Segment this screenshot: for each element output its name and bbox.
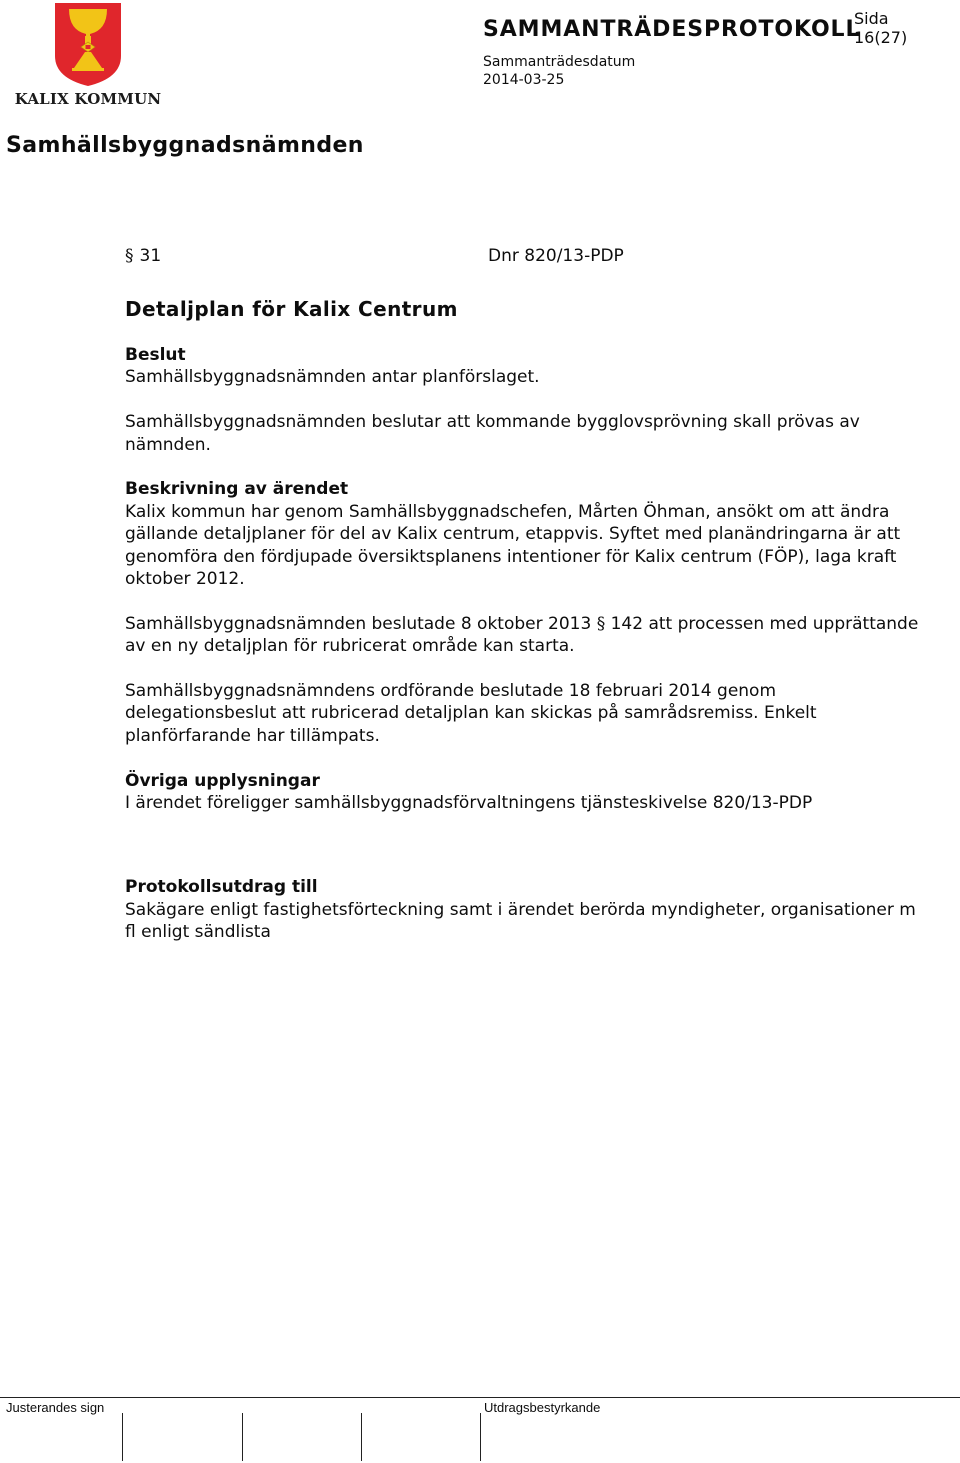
- paragraph-number: [125, 246, 161, 266]
- section-title: Detaljplan för Kalix Centrum: [125, 297, 458, 321]
- committee-name: Samhällsbyggnadsnämnden: [6, 133, 364, 158]
- beskrivning-paragraph-2: [125, 613, 925, 658]
- footer-divider: [0, 1397, 960, 1398]
- paragraph-number-value: 31: [139, 246, 162, 266]
- section-symbol: §: [125, 246, 134, 266]
- beskrivning-paragraph-1: Kalix kommun har genom Samhällsbyggnadschefen, Mårten Öhman, ansökt om att ändra gällande detaljplaner för del av Kalix centrum, etappvis. Syftet med planändringarna är att genomföra den fördjupade översiktsplanens intentioner för Kalix centrum (FÖP), laga kraft oktober 2012.: [125, 501, 901, 590]
- logo-text: KALIX KOMMUN: [14, 90, 162, 108]
- protokollsutdrag-heading: Protokollsutdrag till: [125, 877, 318, 898]
- kalix-kommun-logo: [14, 2, 162, 108]
- beskrivning-paragraph-2-start: Samhällsbyggnadsnämnden beslutade 8 oktober 2013: [125, 613, 597, 634]
- section-symbol-inline: §: [596, 613, 606, 634]
- beslut-heading: Beslut: [125, 345, 186, 365]
- meeting-date-label: Sammanträdesdatum: [483, 54, 636, 70]
- document-body: [125, 296, 925, 944]
- beskrivning-heading: Beskrivning av ärendet: [125, 479, 349, 500]
- page-label: Sida: [854, 9, 889, 28]
- coat-of-arms-icon: [14, 2, 162, 88]
- beslut-line-1: Samhällsbyggnadsnämnden antar planförslaget.: [125, 367, 540, 388]
- signature-box-divider: [361, 1413, 362, 1461]
- beslut-line-2: Samhällsbyggnadsnämnden beslutar att kommande bygglovsprövning skall prövas av nämnden.: [125, 412, 860, 455]
- utdragsbestyrkande-label: Utdragsbestyrkande: [484, 1400, 601, 1415]
- justerandes-sign-label: Justerandes sign: [6, 1400, 105, 1415]
- diary-number: Dnr 820/13-PDP: [488, 246, 624, 266]
- signature-box-divider: [242, 1413, 243, 1461]
- beskrivning-paragraph-3: Samhällsbyggnadsnämndens ordförande beslutade 18 februari 2014 genom delegationsbeslut att rubricerad detaljplan kan skickas på samrådsremiss. Enkelt planförfarande har tillämpats.: [125, 681, 817, 746]
- page-number: 16(27): [854, 28, 908, 47]
- protokollsutdrag-text: Sakägare enligt fastighetsförteckning samt i ärendet berörda myndigheter, organisationer m fl enligt sändlista: [125, 899, 916, 943]
- ovriga-heading: Övriga upplysningar: [125, 770, 320, 791]
- signature-box-divider: [122, 1413, 123, 1461]
- meeting-date: 2014-03-25: [483, 72, 565, 88]
- beskrivning-paragraph-2-end: 142 att processen med upprättande av en ny detaljplan för rubricerat område kan starta.: [125, 613, 919, 657]
- document-title: SAMMANTRÄDESPROTOKOLL: [483, 17, 861, 42]
- ovriga-text: I ärendet föreligger samhällsbyggnadsförvaltningens tjänsteskivelse 820/13-PDP: [125, 793, 813, 814]
- signature-box-divider: [480, 1413, 481, 1461]
